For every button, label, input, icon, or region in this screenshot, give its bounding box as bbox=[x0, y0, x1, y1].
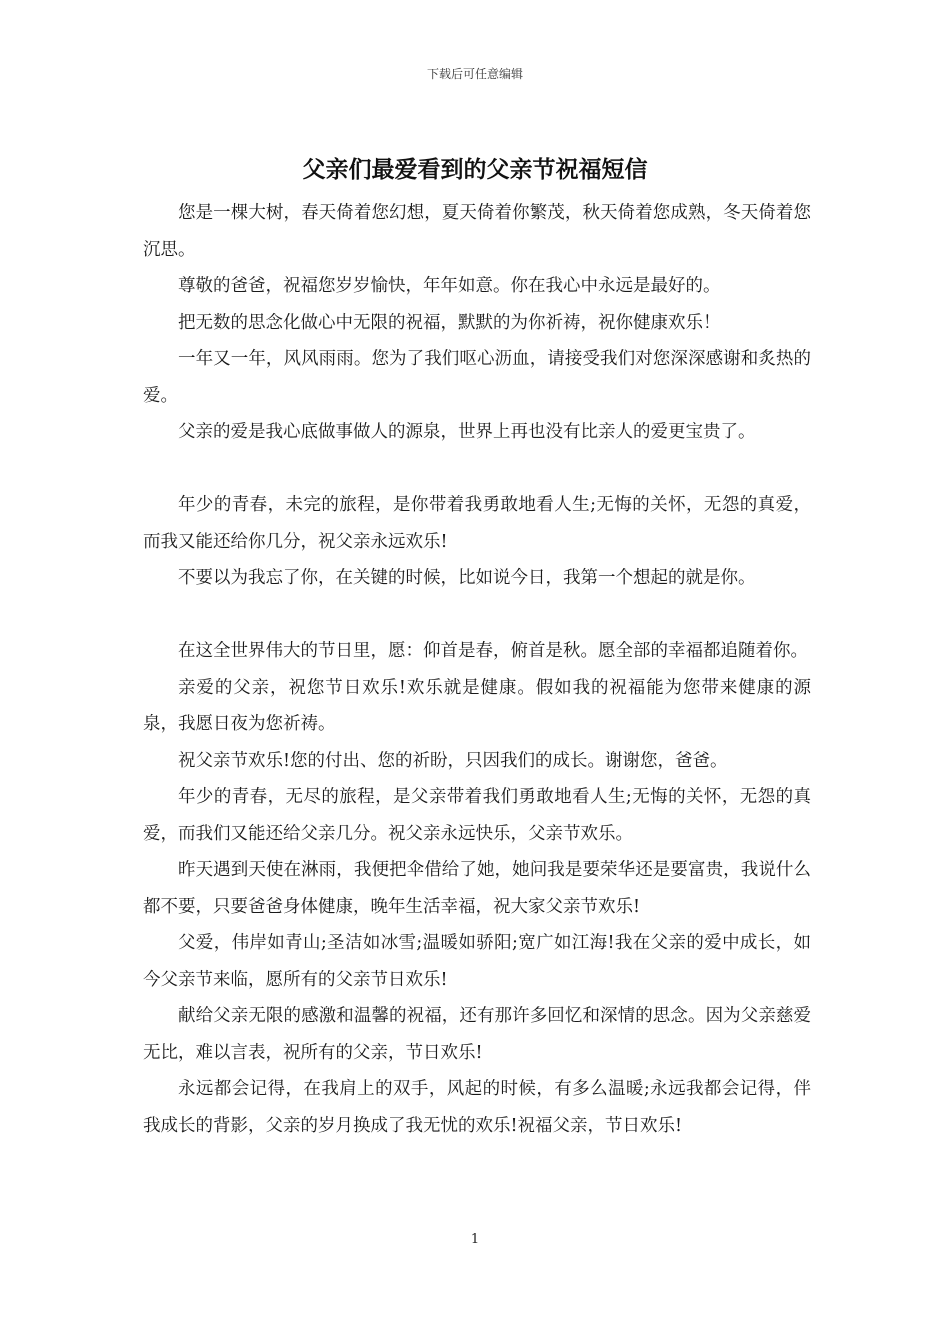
paragraph-1: 您是一棵大树，春天倚着您幻想，夏天倚着你繁茂，秋天倚着您成熟，冬天倚着您沉思。 bbox=[143, 203, 811, 260]
paragraph-8: 在这全世界伟大的节日里，愿：仰首是春，俯首是秋。愿全部的幸福都追随着你。 bbox=[178, 641, 808, 661]
page-number: 1 bbox=[470, 1232, 480, 1247]
paragraph-4: 一年又一年，风风雨雨。您为了我们呕心沥血，请接受我们对您深深感谢和炙热的爱。 bbox=[143, 349, 811, 406]
document-body bbox=[143, 195, 811, 1144]
paragraph-11: 年少的青春，无尽的旅程，是父亲带着我们勇敢地看人生;无悔的关怀，无怨的真爱，而我们又能还给父亲几分。祝父亲永远快乐，父亲节欢乐。 bbox=[143, 787, 811, 844]
paragraph-3: 把无数的思念化做心中无限的祝福，默默的为你祈祷，祝你健康欢乐！ bbox=[178, 312, 721, 333]
paragraph-6: 年少的青春，未完的旅程，是你带着我勇敢地看人生;无悔的关怀，无怨的真爱，而我又能还给你几分，祝父亲永远欢乐! bbox=[143, 495, 811, 552]
paragraph-15: 永远都会记得，在我肩上的双手，风起的时候，有多么温暖;永远我都会记得，伴我成长的背影，父亲的岁月换成了我无忧的欢乐!祝福父亲，节日欢乐! bbox=[143, 1079, 811, 1136]
paragraph-7: 不要以为我忘了你，在关键的时候，比如说今日，我第一个想起的就是你。 bbox=[178, 568, 756, 588]
paragraph-12: 昨天遇到天使在淋雨，我便把伞借给了她，她问我是要荣华还是要富贵，我说什么都不要，只要爸爸身体健康，晚年生活幸福，祝大家父亲节欢乐! bbox=[143, 860, 811, 917]
paragraph-9: 亲爱的父亲，祝您节日欢乐!欢乐就是健康。假如我的祝福能为您带来健康的源泉，我愿日夜为您祈祷。 bbox=[143, 677, 811, 734]
paragraph-13: 父爱，伟岸如青山;圣洁如冰雪;温暖如骄阳;宽广如江海!我在父亲的爱中成长，如今父亲节来临，愿所有的父亲节日欢乐! bbox=[143, 933, 811, 990]
page-header: 下载后可任意编辑 bbox=[426, 67, 523, 81]
paragraph-14: 献给父亲无限的感激和温馨的祝福，还有那许多回忆和深情的思念。因为父亲慈爱无比，难以言表，祝所有的父亲，节日欢乐! bbox=[143, 1006, 811, 1063]
document-title: 父亲们最爱看到的父亲节祝福短信 bbox=[302, 157, 648, 183]
paragraph-2: 尊敬的爸爸，祝福您岁岁愉快，年年如意。你在我心中永远是最好的。 bbox=[178, 276, 721, 296]
paragraph-10: 祝父亲节欢乐!您的付出、您的祈盼，只因我们的成长。谢谢您，爸爸。 bbox=[178, 750, 728, 771]
paragraph-5: 父亲的爱是我心底做事做人的源泉，世界上再也没有比亲人的爱更宝贵了。 bbox=[178, 422, 756, 442]
